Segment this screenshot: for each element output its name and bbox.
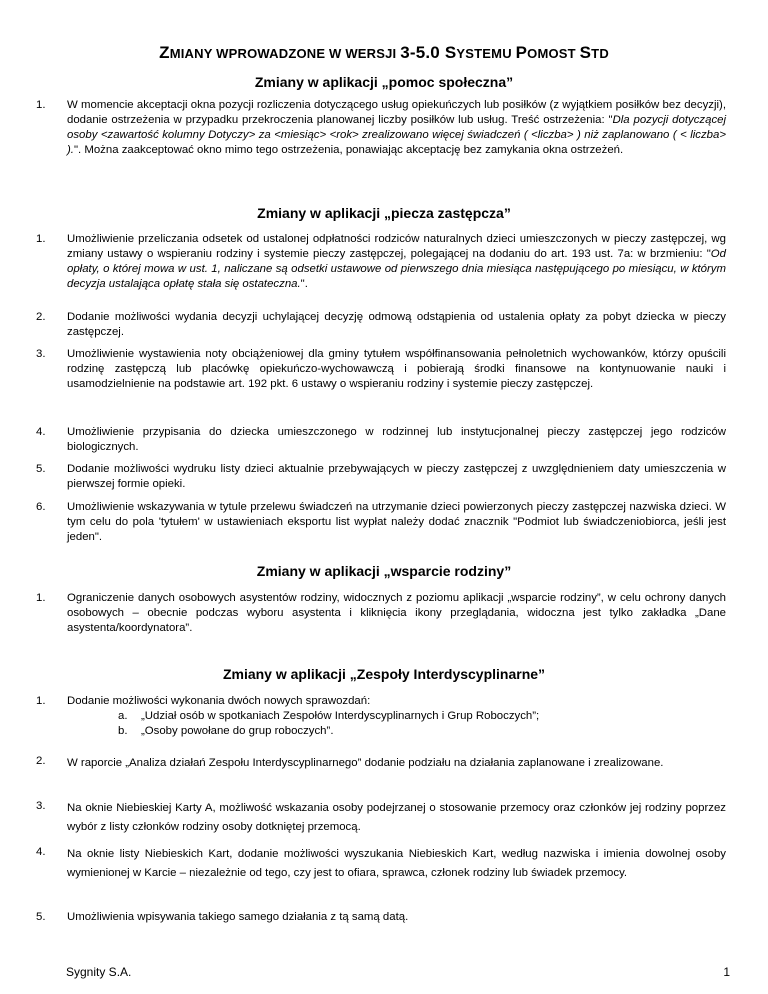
list-item: 3. Na oknie Niebieskiej Karty A, możliwość wskazania osoby podejrzanej o stosowanie przemocy oraz członków jej rodziny poprzez wybór z listy członków rodziny osoby dotkniętej przemocą. — [36, 800, 726, 833]
document-title: ZMIANY WPROWADZONE W WERSJI 3-5.0 SYSTEMU POMOST STD — [159, 43, 609, 62]
section-heading-piecza: Zmiany w aplikacji „piecza zastępcza” — [257, 205, 511, 221]
list-item: 1. Umożliwienie przeliczania odsetek od ustalonej odpłatności rodziców naturalnych dzieci umieszczonych w pieczy zastępczej, wg zmiany ustawy o wspieraniu rodziny i systemie pieczy zastępczej, polegającej na dodaniu do art. 193 ust. 7a: w brzmieniu: "Od opłaty, o której mowa w ust. 1, naliczane są odsetki ustawowe od pierwszego dnia miesiąca następującego po miesiącu, w którym decyzja ustalająca opłatę stała się ostateczna.". — [36, 233, 726, 290]
list-item: 3. Umożliwienie wystawienia noty obciążeniowej dla gminy tytułem współfinansowania pełnoletnich wychowanków, którzy opuścili rodzinę zastępczą lub placówkę opiekuńczo-wychowawczą i pobierają środki finansowe na kontynuowanie nauki i usamodzielnienie na podstawie art. 192 pkt. 6 ustawy o wspieraniu rodziny i systemie pieczy zastępczej. — [36, 348, 726, 390]
list-item: 1. W momencie akceptacji okna pozycji rozliczenia dotyczącego usług opiekuńczych lub posiłków (z wyjątkiem posiłków bez decyzji), dodanie ostrzeżenia w przypadku przekroczenia planowanej liczby posiłków lub usług. Treść ostrzeżenia: "Dla pozycji dotyczącej osoby <zawartość kolumny Dotyczy> za <miesiąc> <rok> zrealizowano więcej świadczeń ( <liczba> ) niż zaplanowano ( < liczba> ).". Można zaakceptować okno mimo tego ostrzeżenia, ponawiając akceptację bez zamykania okna ostrzeżeń. — [36, 99, 726, 156]
list-item: 2. W raporcie „Analiza działań Zespołu Interdyscyplinarnego” dodanie podziału na działania zaplanowane i zrealizowane. — [36, 755, 664, 769]
list-item: 5. Umożliwienia wpisywania takiego samego działania z tą samą datą. — [36, 911, 409, 923]
list-item: 5. Dodanie możliwości wydruku listy dzieci aktualnie przebywających w pieczy zastępczej z uwzględnieniem daty umieszczenia w pierwszej formie opieki. — [36, 463, 726, 490]
list-item: 6. Umożliwienie wskazywania w tytule przelewu świadczeń na utrzymanie dzieci powierzonych pieczy zastępczej nazwiska dzieci. W tym celu do pola 'tytułem' w ustawieniach eksportu list wypłat należy dodać znacznik "Podmiot lub świadczeniobiorca, jeśli jest jeden". — [36, 501, 726, 543]
section-heading-zespoly: Zmiany w aplikacji „Zespoły Interdyscyplinarne” — [222, 666, 546, 682]
sub-item-label: b. — [118, 725, 128, 737]
section-heading-wsparcie: Zmiany w aplikacji „wsparcie rodziny” — [256, 563, 512, 579]
list-item: 1. Dodanie możliwości wykonania dwóch nowych sprawozdań: — [36, 695, 371, 707]
footer-company: Sygnity S.A. — [66, 965, 132, 979]
sub-item: „Udział osób w spotkaniach Zespołów Interdyscyplinarnych i Grup Roboczych”; — [141, 710, 540, 722]
list-item: 2. Dodanie możliwości wydania decyzji uchylającej decyzję odmową odstąpienia od ustalenia opłaty za pobyt dziecka w pieczy zastępczej. — [36, 311, 726, 338]
list-item: 1. Ograniczenie danych osobowych asystentów rodziny, widocznych z poziomu aplikacji „wsparcie rodziny”, w celu ochrony danych osobowych – obecnie podczas wyboru asystenta i kliknięcia ikony przeglądania, widoczna jest tylko zakładka „Dane asystenta/koordynatora”. — [36, 592, 726, 634]
page-number: 1 — [723, 965, 730, 979]
sub-item-label: a. — [118, 710, 128, 722]
sub-item: „Osoby powołane do grup roboczych”. — [141, 725, 334, 737]
list-item: 4. Na oknie listy Niebieskich Kart, dodanie możliwości wyszukania Niebieskich Kart, według nazwiska i imienia dowolnej osoby wymienionej w Karcie – niezależnie od tego, czy jest to ofiara, sprawca, członek rodziny lub świadek przemocy. — [36, 846, 726, 879]
section-heading-pomoc: Zmiany w aplikacji „pomoc społeczna” — [254, 74, 514, 90]
list-item: 4. Umożliwienie przypisania do dziecka umieszczonego w rodzinnej lub instytucjonalnej pieczy zastępczej jego rodziców biologicznych. — [36, 426, 726, 453]
